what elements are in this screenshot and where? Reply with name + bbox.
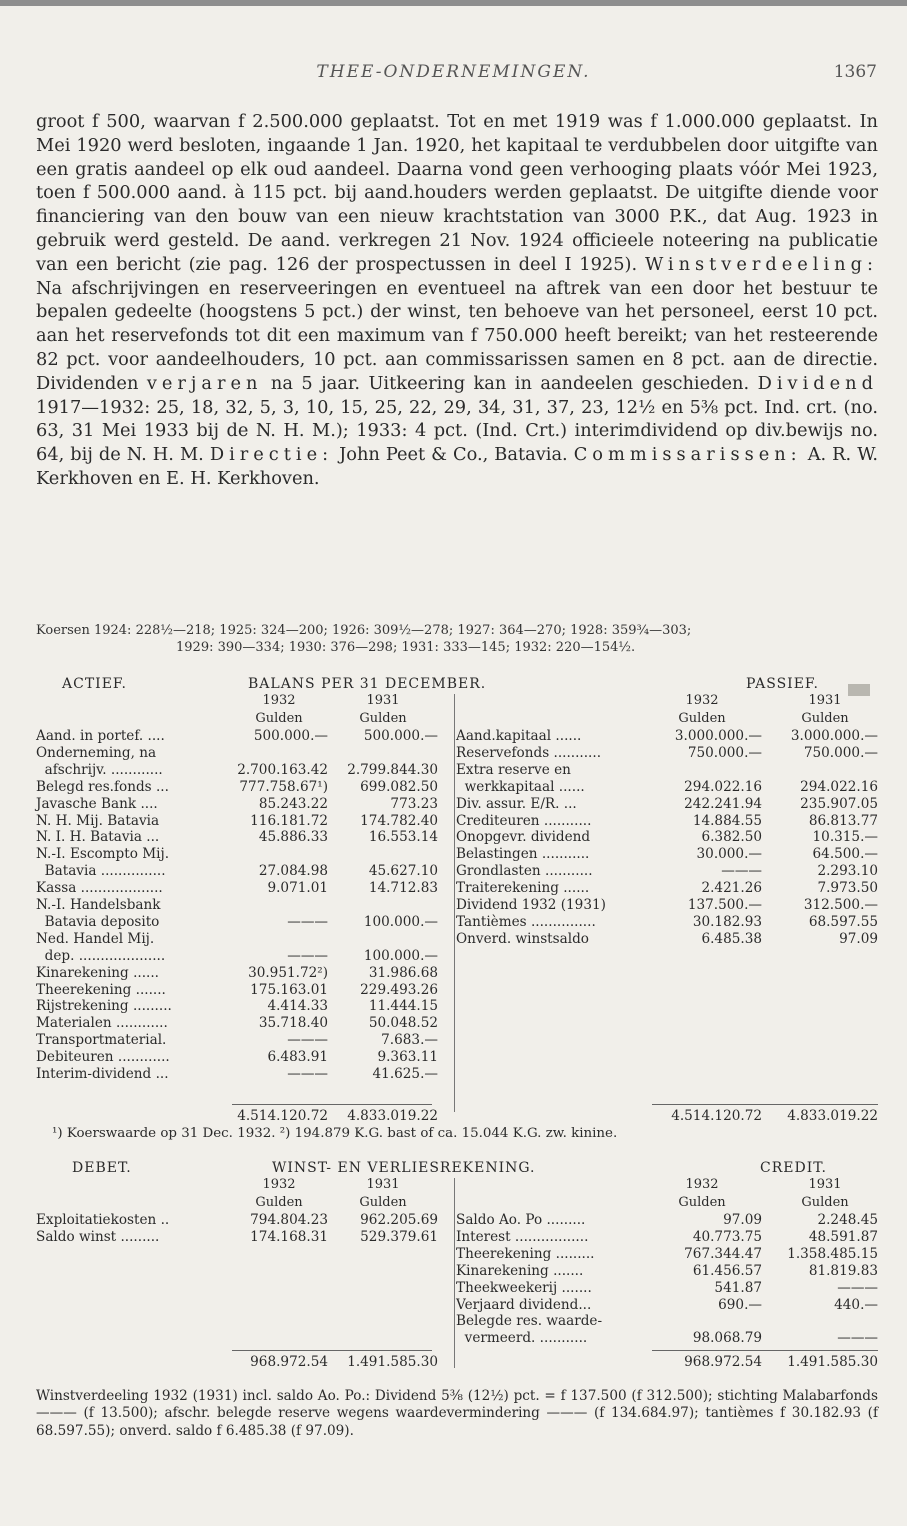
winstverdeeling-label: Winstverdeeling: <box>644 253 879 275</box>
ledger-value-1932: 6.485.38 <box>701 930 762 947</box>
ledger-value-1931: 81.819.83 <box>808 1262 878 1279</box>
ledger-label: N. H. Mij. Batavia <box>36 812 160 829</box>
ledger-value-1932: 294.022.16 <box>684 778 762 795</box>
ledger-label: Traiterekening ...... <box>456 880 590 897</box>
ledger-row <box>456 914 878 931</box>
ledger-label: Kassa ................... <box>36 880 163 897</box>
ledger-value-1932: ——— <box>287 1066 328 1082</box>
ledger-value-1932: 2.421.26 <box>701 880 762 897</box>
ledger-row <box>36 1049 446 1066</box>
ledger-value-1932: 4.414.33 <box>267 998 328 1015</box>
ledger-label: Batavia deposito <box>36 913 160 930</box>
ledger-row <box>36 863 446 880</box>
ledger-value-1932: 175.163.01 <box>250 981 328 998</box>
ledger-value-1931: 962.205.69 <box>360 1212 438 1228</box>
passief-total-row <box>456 1108 878 1125</box>
ledger-row <box>456 1280 878 1297</box>
profit-loss-title: WINST- EN VERLIESREKENING. <box>272 1160 536 1176</box>
price-history <box>36 622 878 656</box>
ledger-label: Saldo Ao. Po ......... <box>456 1212 586 1228</box>
capital-history-text: groot f 500, waarvan f 2.500.000 geplaatst. Tot en met 1919 was f 1.000.000 geplaatst. In Mei 1920 werd besloten, ingaande 1 Jan. 1920, het kapitaal te verdubbelen door uitgifte van een gratis aandeel op elk oud aandeel. Daarna vond geen verhooging plaats vóór Mei 1923, toen f 500.000 aand. à 115 pct. bij aand.houders werden geplaatst. De uitgifte diende voor financiering van den bouw van een nieuw krachtstation van 3000 P.K., dat Aug. 1923 in gebruik werd gesteld. De aand. verkregen 21 Nov. 1924 officieele noteering na publicatie van een bericht (zie pag. 126 der prospectussen in deel I 1925). <box>36 111 878 275</box>
verjaren-label: verjaren <box>146 372 263 394</box>
ledger-label: Saldo winst ......... <box>36 1228 160 1245</box>
ledger-row <box>456 931 878 948</box>
passief-total-rule <box>652 1104 878 1105</box>
ledger-label: Debiteuren ............ <box>36 1049 170 1066</box>
ledger-row <box>36 779 446 796</box>
ledger-value-1932: 30.182.93 <box>692 913 762 930</box>
ledger-value-1931: 174.782.40 <box>360 812 438 829</box>
ledger-value-1932: ——— <box>287 913 328 930</box>
ledger-row <box>36 948 446 965</box>
credit-total-row <box>456 1354 878 1371</box>
ledger-value-1932: 30.951.72²) <box>248 964 328 981</box>
ledger-value-1932: 98.068.79 <box>692 1330 762 1347</box>
company-description <box>36 110 878 491</box>
actief-unit-2: Gulden <box>359 711 407 726</box>
ledger-label: Dividend 1932 (1931) <box>456 897 606 913</box>
ledger-value-1932: 45.886.33 <box>258 829 328 846</box>
ledger-value-1931: 100.000.— <box>363 947 438 964</box>
passief-total-1931: 4.833.019.22 <box>787 1108 878 1124</box>
ledger-value-1931: 9.363.11 <box>377 1049 438 1066</box>
commissarissen-label: Commissarissen: <box>573 444 802 466</box>
ledger-value-1932: 85.243.22 <box>258 795 328 812</box>
ledger-row <box>36 1066 446 1083</box>
ledger-row <box>456 880 878 897</box>
ledger-label: Verjaard dividend... <box>456 1296 592 1313</box>
ledger-label: N.-I. Escompto Mij. <box>36 846 170 863</box>
ledger-value-1931: 7.973.50 <box>817 880 878 897</box>
ledger-value-1931: 31.986.68 <box>368 964 438 981</box>
ledger-value-1931: 699.082.50 <box>360 778 438 795</box>
actief-year-2: 1931 <box>366 693 400 708</box>
ledger-label: Onopgevr. dividend <box>456 829 591 846</box>
actief-caption: ACTIEF. <box>62 676 127 692</box>
ledger-value-1931: 97.09 <box>839 930 878 947</box>
ledger-value-1931: 2.293.10 <box>817 863 878 880</box>
ledger-value-1931: 294.022.16 <box>800 778 878 795</box>
actief-total-rule <box>232 1104 432 1105</box>
ledger-label: vermeerd. ........... <box>456 1330 588 1347</box>
ledger-value-1931: 2.248.45 <box>817 1212 878 1228</box>
credit-total-rule <box>652 1350 878 1351</box>
ledger-value-1932: 2.700.163.42 <box>237 761 328 778</box>
ledger-row <box>456 779 878 796</box>
ledger-row <box>456 728 878 745</box>
winstverdeeling-text: Na afschrijvingen en reserveeringen en eventueel na aftrek van een door het bestuur te bepalen gedeelte (hoogstens 5 pct.) der winst, ten behoeve van het personeel, eerst 10 pct. aan het reservefonds tot dit een maximum van f 750.000 heeft bereikt; van het resteerende 82 pct. voor aandeelhouders, 10 pct. aan commissarissen samen en 8 pct. aan de directie. Dividenden <box>36 277 878 394</box>
ledger-row <box>36 796 446 813</box>
ledger-row <box>36 965 446 982</box>
balance-footnote: ¹) Koerswaarde op 31 Dec. 1932. ²) 194.879 K.G. bast of ca. 15.044 K.G. zw. kinine. <box>52 1126 618 1141</box>
ledger-value-1931: 3.000.000.— <box>790 728 878 744</box>
ledger-row <box>36 914 446 931</box>
passief-total-1932: 4.514.120.72 <box>671 1108 762 1124</box>
page-header <box>0 62 907 86</box>
ledger-row <box>36 931 446 948</box>
directie-text: John Peet & Co., Batavia. <box>339 444 568 466</box>
ledger-value-1932: 794.804.23 <box>250 1212 328 1228</box>
credit-total-1932: 968.972.54 <box>684 1354 762 1370</box>
ledger-row <box>36 813 446 830</box>
ledger-value-1932: 6.382.50 <box>701 829 762 846</box>
ledger-label: Rijstrekening ......... <box>36 998 172 1015</box>
ledger-value-1932: 690.— <box>718 1296 762 1313</box>
passief-unit-2: Gulden <box>801 711 849 726</box>
ledger-value-1931: 45.627.10 <box>368 863 438 880</box>
ledger-value-1931: 68.597.55 <box>808 913 878 930</box>
ledger-label: werkkapitaal ...... <box>456 778 585 795</box>
credit-unit-1: Gulden <box>678 1195 726 1210</box>
debet-caption: DEBET. <box>72 1160 132 1176</box>
passief-unit-1: Gulden <box>678 711 726 726</box>
ledger-row <box>36 846 446 863</box>
ledger-value-1931: 500.000.— <box>363 728 438 744</box>
ledger-label: Belastingen ........... <box>456 846 590 863</box>
ledger-value-1932: 541.87 <box>714 1279 762 1296</box>
ledger-label: Div. assur. E/R. ... <box>456 795 577 812</box>
body-paragraph <box>36 110 878 491</box>
running-title: THEE-ONDERNEMINGEN. <box>316 62 591 82</box>
ledger-row <box>36 880 446 897</box>
ledger-value-1932: 750.000.— <box>687 744 762 761</box>
ledger-row <box>36 998 446 1015</box>
ledger-row <box>36 1212 446 1229</box>
balance-title: BALANS PER 31 DECEMBER. <box>248 676 487 692</box>
actief-total-1932: 4.514.120.72 <box>237 1108 328 1124</box>
passief-year-2: 1931 <box>808 693 842 708</box>
ledger-label: N. I. H. Batavia ... <box>36 829 160 846</box>
ledger-value-1931: 48.591.87 <box>808 1228 878 1245</box>
balance-sheet <box>36 676 878 1146</box>
ledger-row <box>36 982 446 999</box>
credit-year-2: 1931 <box>808 1177 842 1192</box>
ledger-row <box>36 1229 446 1246</box>
ledger-value-1931: 10.315.— <box>812 829 878 846</box>
ledger-value-1931: 16.553.14 <box>368 829 438 846</box>
ledger-value-1932: 27.084.98 <box>258 863 328 880</box>
ledger-value-1932: ——— <box>721 863 762 880</box>
ledger-value-1932: ——— <box>287 947 328 964</box>
ledger-label: Belegd res.fonds ... <box>36 778 169 795</box>
ledger-label: Tantièmes ............... <box>456 913 596 930</box>
actief-total-1931: 4.833.019.22 <box>347 1108 438 1124</box>
ledger-value-1932: 14.884.55 <box>692 812 762 829</box>
actief-total-row <box>36 1108 446 1125</box>
debet-total-1932: 968.972.54 <box>250 1354 328 1370</box>
debet-unit-2: Gulden <box>359 1195 407 1210</box>
koersen-line-2: 1929: 390—334; 1930: 376—298; 1931: 333—145; 1932: 220—154½. <box>176 640 636 655</box>
actief-year-1: 1932 <box>262 693 296 708</box>
dividend-text: 1917—1932: 25, 18, 32, 5, 3, 10, 15, 25, 22, 29, 34, 31, 37, 23, 12½ en 5⅜ pct. Ind. crt. (no. 63, 31 Mei 1933 bij de N. H. M.); 1933: 4 pct. (Ind. Crt.) interimdividend op div.bewijs no. 64, bij de N. H. M. <box>36 396 878 466</box>
ledger-row <box>36 728 446 745</box>
ledger-value-1931: 1.358.485.15 <box>787 1245 878 1262</box>
ledger-value-1931: 100.000.— <box>363 913 438 930</box>
ledger-value-1932: 242.241.94 <box>684 795 762 812</box>
ledger-row <box>456 1297 878 1314</box>
ledger-value-1932: 3.000.000.— <box>674 728 762 744</box>
ledger-value-1931: 2.799.844.30 <box>347 761 438 778</box>
debet-unit-1: Gulden <box>255 1195 303 1210</box>
ledger-label: Theerekening ......... <box>456 1245 595 1262</box>
ledger-row <box>456 1263 878 1280</box>
dividend-label: Dividend <box>757 372 878 394</box>
ledger-row <box>36 829 446 846</box>
ledger-label: Materialen ............ <box>36 1015 168 1032</box>
ledger-row <box>456 762 878 779</box>
ledger-value-1931: 86.813.77 <box>808 812 878 829</box>
ledger-row <box>456 829 878 846</box>
ledger-label: Onverd. winstsaldo <box>456 930 589 947</box>
ledger-value-1932: 777.758.67¹) <box>239 778 328 795</box>
ledger-label: Javasche Bank .... <box>36 795 158 812</box>
ledger-value-1931: 235.907.05 <box>800 795 878 812</box>
ledger-value-1931: 529.379.61 <box>360 1228 438 1245</box>
ledger-value-1931: 41.625.— <box>372 1066 438 1082</box>
ledger-label: Exploitatiekosten .. <box>36 1212 170 1228</box>
commissarissen-text: A. R. W. Kerkhoven en E. H. Kerkhoven. <box>36 444 879 489</box>
ledger-label: Extra reserve en <box>456 761 571 778</box>
ledger-label: Crediteuren ........... <box>456 812 592 829</box>
ledger-value-1931: 750.000.— <box>803 744 878 761</box>
ledger-label: Transportmaterial. <box>36 1032 167 1049</box>
ledger-row <box>456 1313 878 1330</box>
profit-loss-divider <box>454 1178 455 1368</box>
actief-unit-1: Gulden <box>255 711 303 726</box>
ledger-value-1931: 312.500.— <box>803 897 878 913</box>
ledger-value-1931: 64.500.— <box>812 846 878 863</box>
ledger-row <box>456 1330 878 1347</box>
ledger-value-1931: 11.444.15 <box>368 998 438 1015</box>
ledger-label: Onderneming, na <box>36 744 157 761</box>
ledger-value-1931: ——— <box>837 1279 878 1296</box>
verjaren-text: na 5 jaar. Uitkeering kan in aandeelen geschieden. <box>270 372 750 394</box>
credit-year-1: 1932 <box>685 1177 719 1192</box>
profit-loss-account <box>36 1160 878 1382</box>
ledger-row <box>456 1212 878 1229</box>
ledger-value-1931: 773.23 <box>390 795 438 812</box>
ledger-label: dep. .................... <box>36 947 166 964</box>
ledger-label: Theerekening ....... <box>36 981 166 998</box>
ledger-value-1931: 50.048.52 <box>368 1015 438 1032</box>
ledger-value-1932: 35.718.40 <box>258 1015 328 1032</box>
ledger-label: Aand. in portef. .... <box>36 728 165 744</box>
ledger-value-1932: 9.071.01 <box>267 880 328 897</box>
ledger-label: Ned. Handel Mij. <box>36 930 155 947</box>
credit-caption: CREDIT. <box>760 1160 827 1176</box>
ledger-value-1932: 40.773.75 <box>692 1228 762 1245</box>
page-top-edge <box>0 0 907 6</box>
debet-total-row <box>36 1354 446 1371</box>
ledger-value-1932: 97.09 <box>723 1212 762 1228</box>
passief-year-1: 1932 <box>685 693 719 708</box>
ledger-value-1932: 174.168.31 <box>250 1228 328 1245</box>
ledger-value-1932: 6.483.91 <box>267 1049 328 1066</box>
ledger-row <box>36 745 446 762</box>
ledger-value-1931: 229.493.26 <box>360 981 438 998</box>
credit-total-1931: 1.491.585.30 <box>787 1354 878 1370</box>
ledger-value-1931: 7.683.— <box>381 1032 438 1049</box>
ledger-value-1931: ——— <box>837 1330 878 1347</box>
ledger-row <box>456 1246 878 1263</box>
debet-total-rule <box>232 1350 432 1351</box>
ledger-value-1932: 61.456.57 <box>692 1262 762 1279</box>
ledger-label: N.-I. Handelsbank <box>36 897 161 913</box>
page-number: 1367 <box>833 62 877 82</box>
ledger-row <box>36 1015 446 1032</box>
ledger-row <box>456 846 878 863</box>
ledger-value-1932: ——— <box>287 1032 328 1049</box>
ledger-label: Belegde res. waarde- <box>456 1313 603 1330</box>
debet-year-2: 1931 <box>366 1177 400 1192</box>
ledger-label: Batavia ............... <box>36 863 166 880</box>
ledger-label: Aand.kapitaal ...... <box>456 728 582 744</box>
ledger-value-1932: 137.500.— <box>687 897 762 913</box>
ledger-row <box>456 897 878 914</box>
ledger-value-1931: 440.— <box>834 1296 878 1313</box>
ledger-value-1931: 14.712.83 <box>368 880 438 897</box>
ledger-value-1932: 116.181.72 <box>250 812 328 829</box>
ledger-row <box>36 1032 446 1049</box>
ledger-label: Interim-dividend ... <box>36 1066 169 1082</box>
debet-year-1: 1932 <box>262 1177 296 1192</box>
directie-label: Directie: <box>209 444 334 466</box>
ledger-row <box>36 762 446 779</box>
ledger-row <box>456 813 878 830</box>
ledger-label: Reservefonds ........... <box>456 744 602 761</box>
ledger-label: Grondlasten ........... <box>456 863 593 880</box>
ledger-label: Theekweekerij ....... <box>456 1279 592 1296</box>
ledger-value-1932: 500.000.— <box>253 728 328 744</box>
ledger-value-1932: 30.000.— <box>696 846 762 863</box>
ledger-row <box>36 897 446 914</box>
ledger-label: Kinarekening ...... <box>36 964 159 981</box>
profit-distribution-note: Winstverdeeling 1932 (1931) incl. saldo Ao. Po.: Dividend 5⅜ (12½) pct. = f 137.500 (f 312.500); stichting Malabarfonds ——— (f 13.500); afschr. belegde reserve wegens waardevermindering ——— (f 134.684.97); tantièmes f 30.182.93 (f 68.597.55); onverd. saldo f 6.485.38 (f 97.09). <box>36 1388 878 1439</box>
ledger-row <box>456 863 878 880</box>
debet-total-1931: 1.491.585.30 <box>347 1354 438 1370</box>
ledger-label: Interest ................. <box>456 1228 589 1245</box>
ledger-label: Kinarekening ....... <box>456 1262 584 1279</box>
passief-caption: PASSIEF. <box>746 676 819 692</box>
ledger-value-1932: 767.344.47 <box>684 1245 762 1262</box>
ledger-row <box>456 745 878 762</box>
balance-divider <box>454 694 455 1112</box>
ledger-row <box>456 1229 878 1246</box>
credit-unit-2: Gulden <box>801 1195 849 1210</box>
ledger-row <box>456 796 878 813</box>
koersen-line-1: Koersen 1924: 228½—218; 1925: 324—200; 1926: 309½—278; 1927: 364—270; 1928: 359¾—303; <box>36 623 692 638</box>
ledger-label: afschrijv. ............ <box>36 761 163 778</box>
